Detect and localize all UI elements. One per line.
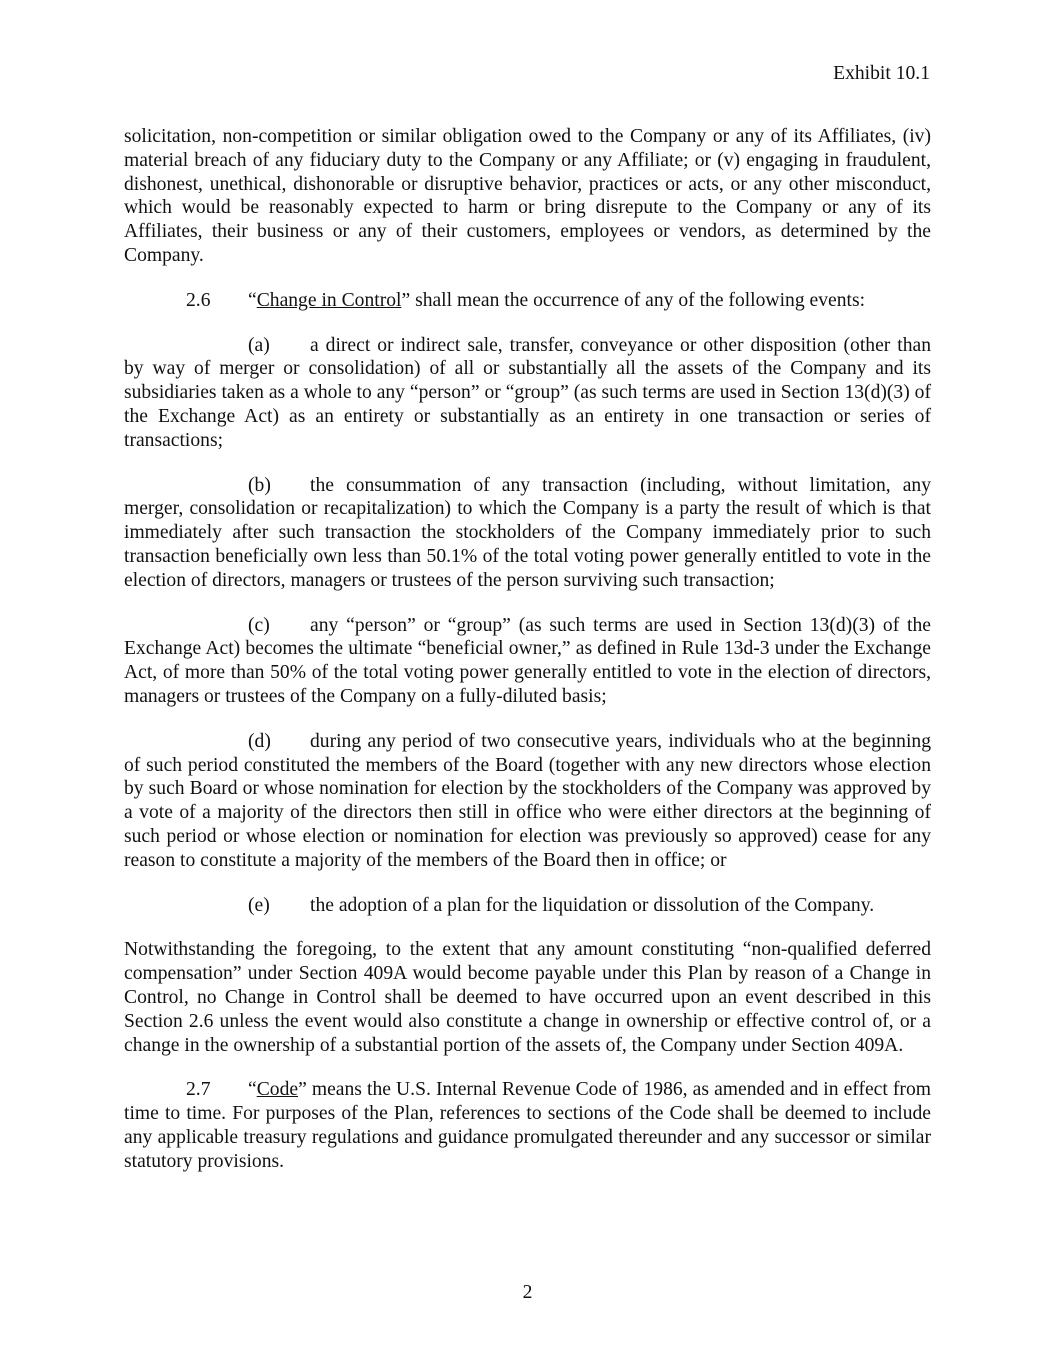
section-2-6-heading: [124, 289, 931, 313]
defined-term: Code: [256, 1079, 299, 1101]
exhibit-label: Exhibit 10.1: [833, 63, 930, 84]
clause-label: (a): [248, 334, 270, 356]
clause-a: [124, 334, 931, 453]
definition-text: ” shall mean the occurrence of any of the following events:: [401, 289, 866, 311]
document-body: [124, 125, 931, 1173]
section-number: 2.6: [186, 289, 211, 311]
clause-label: (b): [248, 474, 271, 496]
open-quote: “: [248, 1079, 257, 1101]
clause-text: during any period of two consecutive years, individuals who at the beginning of such period constituted the members of the Board (together with any new directors whose election by such Board or whose nomination for election by the stockholders of the Company was approved by a vote of a majority of the directors then still in office who were either directors at the beginning of such period or whose election or nomination for election was previously so approved) cease for any reason to constitute a majority of the members of the Board then in office; or: [124, 730, 931, 871]
definition-text: ” means the U.S. Internal Revenue Code of 1986, as amended and in effect from time to time. For purposes of the Plan, references to sections of the Code shall be deemed to include any applicable treasury regulations and guidance promulgated thereunder and any successor or similar statutory provisions.: [124, 1079, 931, 1172]
clause-label: (e): [248, 894, 270, 916]
notwithstanding-paragraph: Notwithstanding the foregoing, to the extent that any amount constituting “non-qualified deferred compensation” under Section 409A would become payable under this Plan by reason of a Change in Control, no Change in Control shall be deemed to have occurred upon an event described in this Section 2.6 unless the event would also constitute a change in ownership or effective control of, or a change in the ownership of a substantial portion of the assets of, the Company under Section 409A.: [124, 939, 931, 1056]
clause-d: [124, 730, 931, 873]
clause-b: [124, 474, 931, 593]
clause-text: the consummation of any transaction (including, without limitation, any merger, consolidation or recapitalization) to which the Company is a party the result of which is that immediately after such transaction the stockholders of the Company immediately prior to such transaction beneficially own less than 50.1% of the total voting power generally entitled to vote in the election of directors, managers or trustees of the person surviving such transaction;: [124, 474, 931, 591]
section-2-7: [124, 1078, 931, 1173]
clause-e: [124, 894, 931, 918]
section-number: 2.7: [186, 1079, 211, 1101]
clause-label: (d): [248, 730, 271, 752]
clause-c: [124, 614, 931, 709]
open-quote: “: [248, 289, 257, 311]
clause-text: any “person” or “group” (as such terms are used in Section 13(d)(3) of the Exchange Act) becomes the ultimate “beneficial owner,” as defined in Rule 13d-3 under the Exchange Act, of more than 50% of the total voting power generally entitled to vote in the election of directors, managers or trustees of the Company on a fully-diluted basis;: [124, 614, 931, 707]
clause-text: the adoption of a plan for the liquidation or dissolution of the Company.: [310, 894, 875, 916]
defined-term: Change in Control: [256, 289, 402, 311]
continuation-paragraph: solicitation, non-competition or similar obligation owed to the Company or any of its Affiliates, (iv) material breach of any fiduciary duty to the Company or any Affiliate; or (v) engaging in fraudulent, dishonest, unethical, dishonorable or disruptive behavior, practices or acts, or any other misconduct, which would be reasonably expected to harm or bring disrepute to the Company or any of its Affiliates, their business or any of their customers, employees or vendors, as determined by the Company.: [124, 126, 931, 266]
page-number: 2: [522, 1282, 533, 1303]
clause-label: (c): [248, 614, 270, 636]
clause-text: a direct or indirect sale, transfer, conveyance or other disposition (other than by way of merger or consolidation) of all or substantially all the assets of the Company and its subsidiaries taken as a whole to any “person” or “group” (as such terms are used in Section 13(d)(3) of the Exchange Act) as an entirety or substantially as an entirety in one transaction or series of transactions;: [124, 334, 931, 451]
